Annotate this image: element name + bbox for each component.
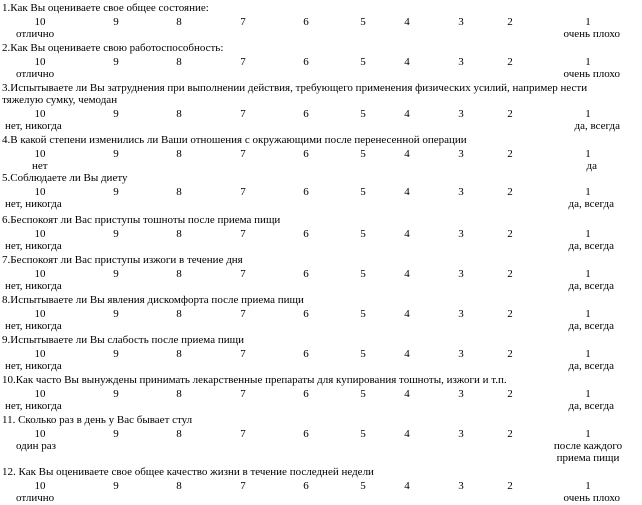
scale-option-8[interactable]: 8 bbox=[176, 56, 182, 68]
scale-option-7[interactable]: 7 bbox=[240, 428, 246, 440]
scale-option-10[interactable]: 10 bbox=[34, 148, 46, 160]
scale-option-2[interactable]: 2 bbox=[507, 480, 513, 492]
question-text: 7.Беспокоят ли Вас приступы изжоги в течение дня bbox=[2, 254, 243, 266]
scale-option-1[interactable]: 1 bbox=[585, 428, 591, 440]
scale-right-anchor: очень плохо bbox=[563, 28, 620, 40]
scale-option-9[interactable]: 9 bbox=[113, 348, 119, 360]
scale-option-3[interactable]: 3 bbox=[458, 186, 464, 198]
question-text: 2.Как Вы оцениваете свою работоспособность: bbox=[2, 42, 224, 54]
scale-option-7[interactable]: 7 bbox=[240, 56, 246, 68]
scale-option-3[interactable]: 3 bbox=[458, 148, 464, 160]
question-text: 1.Как Вы оцениваете свое общее состояние: bbox=[2, 2, 209, 14]
scale-left-anchor: нет, никогда bbox=[5, 240, 62, 252]
scale-option-5[interactable]: 5 bbox=[360, 56, 366, 68]
scale-option-3[interactable]: 3 bbox=[458, 268, 464, 280]
scale-left-anchor: нет bbox=[32, 160, 48, 172]
scale-option-4[interactable]: 4 bbox=[404, 228, 410, 240]
scale-option-5[interactable]: 5 bbox=[360, 108, 366, 120]
scale-right-anchor: очень плохо bbox=[563, 68, 620, 80]
scale-left-anchor: отлично bbox=[16, 68, 55, 80]
scale-option-1[interactable]: 1 bbox=[585, 268, 591, 280]
scale-option-1[interactable]: 1 bbox=[585, 348, 591, 360]
scale-option-2[interactable]: 2 bbox=[507, 268, 513, 280]
scale-option-3[interactable]: 3 bbox=[458, 308, 464, 320]
scale-option-4[interactable]: 4 bbox=[404, 348, 410, 360]
scale-option-6[interactable]: 6 bbox=[303, 228, 309, 240]
scale-option-6[interactable]: 6 bbox=[303, 428, 309, 440]
scale-option-1[interactable]: 1 bbox=[585, 148, 591, 160]
scale-option-8[interactable]: 8 bbox=[176, 388, 182, 400]
scale-option-10[interactable]: 10 bbox=[34, 388, 46, 400]
scale-option-6[interactable]: 6 bbox=[303, 16, 309, 28]
scale-option-7[interactable]: 7 bbox=[240, 108, 246, 120]
scale-option-1[interactable]: 1 bbox=[585, 480, 591, 492]
scale-left-anchor: нет, никогда bbox=[5, 120, 62, 132]
scale-option-5[interactable]: 5 bbox=[360, 480, 366, 492]
scale-option-4[interactable]: 4 bbox=[404, 308, 410, 320]
scale-option-4[interactable]: 4 bbox=[404, 480, 410, 492]
scale-option-9[interactable]: 9 bbox=[113, 308, 119, 320]
scale-option-9[interactable]: 9 bbox=[113, 148, 119, 160]
scale-option-3[interactable]: 3 bbox=[458, 480, 464, 492]
scale-option-1[interactable]: 1 bbox=[585, 388, 591, 400]
question-text: 9.Испытываете ли Вы слабость после приема пищи bbox=[2, 334, 244, 346]
scale-option-2[interactable]: 2 bbox=[507, 388, 513, 400]
scale-option-2[interactable]: 2 bbox=[507, 16, 513, 28]
question-text: 4.В какой степени изменились ли Ваши отношения с окружающими после перенесенной операции bbox=[2, 134, 467, 146]
scale-option-8[interactable]: 8 bbox=[176, 480, 182, 492]
scale-option-6[interactable]: 6 bbox=[303, 108, 309, 120]
scale-option-5[interactable]: 5 bbox=[360, 348, 366, 360]
scale-option-5[interactable]: 5 bbox=[360, 186, 366, 198]
scale-option-9[interactable]: 9 bbox=[113, 480, 119, 492]
scale-option-2[interactable]: 2 bbox=[507, 108, 513, 120]
scale-option-2[interactable]: 2 bbox=[507, 186, 513, 198]
scale-option-10[interactable]: 10 bbox=[34, 228, 46, 240]
scale-option-8[interactable]: 8 bbox=[176, 108, 182, 120]
scale-option-5[interactable]: 5 bbox=[360, 388, 366, 400]
question-text: 11. Сколько раз в день у Вас бывает стул bbox=[2, 414, 193, 426]
scale-option-9[interactable]: 9 bbox=[113, 16, 119, 28]
scale-option-7[interactable]: 7 bbox=[240, 268, 246, 280]
scale-option-10[interactable]: 10 bbox=[34, 348, 46, 360]
scale-option-1[interactable]: 1 bbox=[585, 186, 591, 198]
scale-option-7[interactable]: 7 bbox=[240, 228, 246, 240]
scale-option-5[interactable]: 5 bbox=[360, 268, 366, 280]
scale-right-anchor: да, всегда bbox=[568, 198, 614, 210]
scale-left-anchor: нет, никогда bbox=[5, 198, 62, 210]
scale-option-10[interactable]: 10 bbox=[34, 480, 46, 492]
scale-option-9[interactable]: 9 bbox=[113, 56, 119, 68]
scale-option-6[interactable]: 6 bbox=[303, 348, 309, 360]
scale-option-4[interactable]: 4 bbox=[404, 16, 410, 28]
scale-option-5[interactable]: 5 bbox=[360, 228, 366, 240]
scale-option-4[interactable]: 4 bbox=[404, 186, 410, 198]
scale-right-anchor: после каждого приема пищи bbox=[553, 440, 623, 464]
scale-option-7[interactable]: 7 bbox=[240, 16, 246, 28]
scale-option-7[interactable]: 7 bbox=[240, 148, 246, 160]
scale-option-5[interactable]: 5 bbox=[360, 428, 366, 440]
scale-option-9[interactable]: 9 bbox=[113, 108, 119, 120]
scale-left-anchor: один раз bbox=[16, 440, 57, 452]
question-text: 6.Беспокоят ли Вас приступы тошноты после приема пищи bbox=[2, 214, 281, 226]
scale-right-anchor: да, всегда bbox=[568, 320, 614, 332]
scale-option-9[interactable]: 9 bbox=[113, 268, 119, 280]
scale-option-10[interactable]: 10 bbox=[34, 16, 46, 28]
scale-option-10[interactable]: 10 bbox=[34, 428, 46, 440]
scale-option-5[interactable]: 5 bbox=[360, 148, 366, 160]
scale-option-1[interactable]: 1 bbox=[585, 308, 591, 320]
question-text: 12. Как Вы оцениваете свое общее качество жизни в течение последней недели bbox=[2, 466, 374, 478]
scale-right-anchor: да, всегда bbox=[568, 360, 614, 372]
scale-option-8[interactable]: 8 bbox=[176, 228, 182, 240]
scale-option-2[interactable]: 2 bbox=[507, 348, 513, 360]
scale-option-3[interactable]: 3 bbox=[458, 428, 464, 440]
scale-option-6[interactable]: 6 bbox=[303, 480, 309, 492]
scale-option-8[interactable]: 8 bbox=[176, 16, 182, 28]
scale-option-7[interactable]: 7 bbox=[240, 348, 246, 360]
scale-left-anchor: нет, никогда bbox=[5, 360, 62, 372]
scale-option-7[interactable]: 7 bbox=[240, 308, 246, 320]
scale-option-9[interactable]: 9 bbox=[113, 228, 119, 240]
scale-option-6[interactable]: 6 bbox=[303, 268, 309, 280]
scale-option-8[interactable]: 8 bbox=[176, 268, 182, 280]
scale-option-3[interactable]: 3 bbox=[458, 388, 464, 400]
scale-option-3[interactable]: 3 bbox=[458, 56, 464, 68]
scale-right-anchor: да, всегда bbox=[574, 120, 620, 132]
scale-option-10[interactable]: 10 bbox=[34, 268, 46, 280]
scale-option-3[interactable]: 3 bbox=[458, 16, 464, 28]
scale-option-8[interactable]: 8 bbox=[176, 148, 182, 160]
scale-option-3[interactable]: 3 bbox=[458, 228, 464, 240]
scale-option-6[interactable]: 6 bbox=[303, 308, 309, 320]
scale-right-anchor: очень плохо bbox=[563, 492, 620, 504]
scale-option-4[interactable]: 4 bbox=[404, 108, 410, 120]
scale-left-anchor: нет, никогда bbox=[5, 400, 62, 412]
question-text: 8.Испытываете ли Вы явления дискомфорта после приема пищи bbox=[2, 294, 304, 306]
scale-option-9[interactable]: 9 bbox=[113, 388, 119, 400]
scale-left-anchor: нет, никогда bbox=[5, 280, 62, 292]
scale-left-anchor: отлично bbox=[16, 28, 55, 40]
scale-option-10[interactable]: 10 bbox=[34, 308, 46, 320]
scale-option-1[interactable]: 1 bbox=[585, 56, 591, 68]
scale-option-2[interactable]: 2 bbox=[507, 148, 513, 160]
scale-option-8[interactable]: 8 bbox=[176, 428, 182, 440]
scale-option-10[interactable]: 10 bbox=[34, 108, 46, 120]
question-text: 10.Как часто Вы вынуждены принимать лекарственные препараты для купирования тошноты, изжоги и т.п. bbox=[2, 374, 507, 386]
scale-right-anchor: да bbox=[586, 160, 597, 172]
scale-option-2[interactable]: 2 bbox=[507, 56, 513, 68]
scale-option-7[interactable]: 7 bbox=[240, 480, 246, 492]
scale-option-1[interactable]: 1 bbox=[585, 108, 591, 120]
scale-option-8[interactable]: 8 bbox=[176, 186, 182, 198]
scale-option-2[interactable]: 2 bbox=[507, 228, 513, 240]
scale-option-4[interactable]: 4 bbox=[404, 428, 410, 440]
scale-option-3[interactable]: 3 bbox=[458, 348, 464, 360]
scale-option-8[interactable]: 8 bbox=[176, 308, 182, 320]
scale-option-7[interactable]: 7 bbox=[240, 388, 246, 400]
scale-right-anchor: да, всегда bbox=[568, 400, 614, 412]
scale-option-3[interactable]: 3 bbox=[458, 108, 464, 120]
scale-option-8[interactable]: 8 bbox=[176, 348, 182, 360]
question-text: 5.Соблюдаете ли Вы диету bbox=[2, 172, 128, 184]
scale-option-2[interactable]: 2 bbox=[507, 428, 513, 440]
scale-option-5[interactable]: 5 bbox=[360, 308, 366, 320]
scale-option-9[interactable]: 9 bbox=[113, 186, 119, 198]
scale-left-anchor: нет, никогда bbox=[5, 320, 62, 332]
scale-option-7[interactable]: 7 bbox=[240, 186, 246, 198]
scale-option-4[interactable]: 4 bbox=[404, 148, 410, 160]
scale-option-6[interactable]: 6 bbox=[303, 148, 309, 160]
scale-option-4[interactable]: 4 bbox=[404, 388, 410, 400]
scale-option-10[interactable]: 10 bbox=[34, 56, 46, 68]
scale-option-1[interactable]: 1 bbox=[585, 228, 591, 240]
scale-right-anchor: да, всегда bbox=[568, 240, 614, 252]
scale-option-1[interactable]: 1 bbox=[585, 16, 591, 28]
scale-option-4[interactable]: 4 bbox=[404, 268, 410, 280]
scale-left-anchor: отлично bbox=[16, 492, 55, 504]
scale-option-10[interactable]: 10 bbox=[34, 186, 46, 198]
question-text: 3.Испытываете ли Вы затруднения при выполнении действия, требующего применения физических усилий, например нести тяжелую сумку, чемодан bbox=[2, 82, 588, 106]
scale-option-6[interactable]: 6 bbox=[303, 186, 309, 198]
scale-option-6[interactable]: 6 bbox=[303, 56, 309, 68]
scale-option-5[interactable]: 5 bbox=[360, 16, 366, 28]
scale-right-anchor: да, всегда bbox=[568, 280, 614, 292]
scale-option-6[interactable]: 6 bbox=[303, 388, 309, 400]
scale-option-9[interactable]: 9 bbox=[113, 428, 119, 440]
scale-option-2[interactable]: 2 bbox=[507, 308, 513, 320]
scale-option-4[interactable]: 4 bbox=[404, 56, 410, 68]
